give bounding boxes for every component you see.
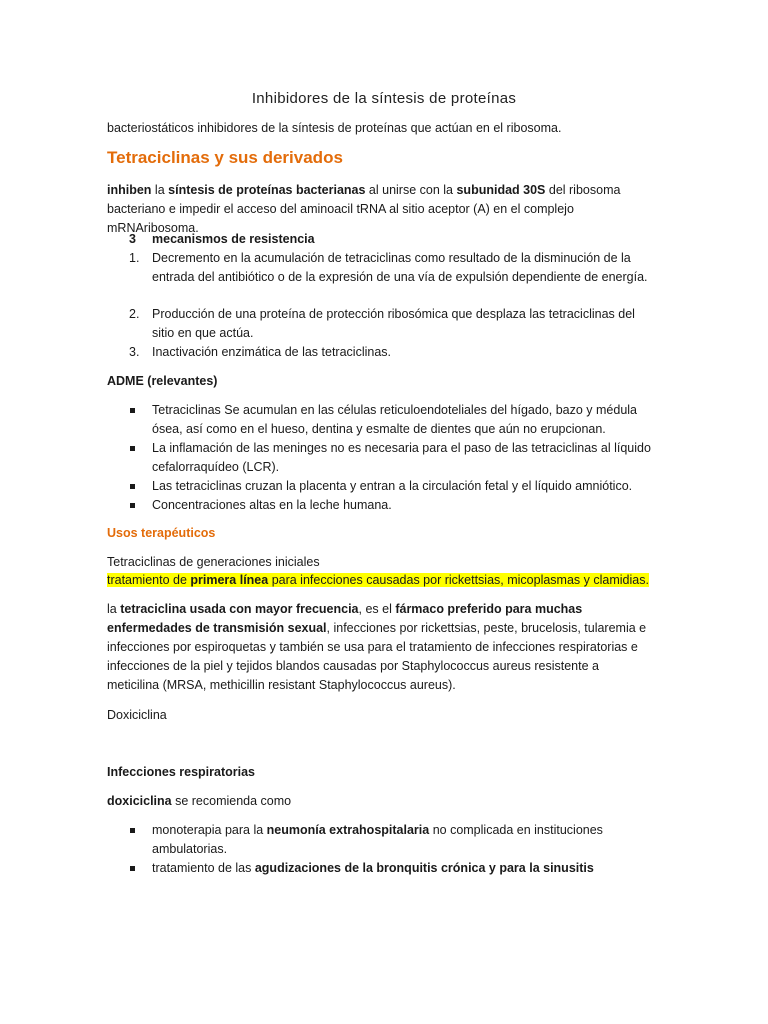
bold-text: neumonía extrahospitalaria — [266, 823, 430, 837]
list-text: Inactivación enzimática de las tetraciclinas. — [152, 345, 392, 359]
list-number: 1. — [129, 251, 140, 265]
doxiciclina-label: Doxiciclina — [107, 708, 167, 722]
list-text: Tetraciclinas Se acumulan en las células reticuloendoteliales del hígado, bazo y médula ósea, así como en el hueso, dentina y esmalte de dientes que aún no erupcionan. — [152, 403, 638, 436]
list-number: 2. — [129, 307, 140, 321]
list-item — [129, 821, 652, 859]
list-item — [129, 343, 652, 362]
square-bullet-icon — [130, 828, 135, 833]
text: tratamiento de — [107, 573, 191, 587]
square-bullet-icon — [130, 503, 135, 508]
respiratory-heading: Infecciones respiratorias — [107, 765, 255, 779]
resistance-label: mecanismos de resistencia — [152, 232, 315, 246]
adme-list — [129, 401, 652, 515]
bold-text: fármaco preferido para muchas enfermedades de transmisión sexual — [107, 602, 583, 635]
text: tratamiento de las — [152, 861, 255, 875]
bold-text: inhiben — [107, 183, 152, 197]
bold-text: primera línea — [190, 573, 269, 587]
list-item — [129, 305, 652, 343]
list-text: Producción de una proteína de protección ribosómica que desplaza las tetraciclinas del sitio en que actúa. — [152, 307, 635, 340]
list-item — [129, 439, 652, 477]
text: la — [151, 183, 169, 197]
list-item — [129, 496, 652, 515]
list-text: Decremento en la acumulación de tetraciclinas como resultado de la disminución de la entrada del antibiótico o de la expresión de una vía de expulsión dependiente de energía. — [152, 251, 648, 284]
heading-tetraciclinas: Tetraciclinas y sus derivados — [107, 148, 343, 167]
bold-text: síntesis de proteínas bacterianas — [168, 183, 366, 197]
text: la — [107, 602, 121, 616]
highlighted-text — [107, 573, 649, 587]
list-item — [129, 249, 652, 287]
recommend-line — [107, 792, 291, 811]
text: del ribosoma bacteriano e impedir el acceso del aminoacil tRNA al sitio aceptor (A) en el complejo mRNAribosoma. — [107, 183, 621, 235]
bold-text: agudizaciones de la bronquitis crónica y para la sinusitis — [254, 861, 594, 875]
text: monoterapia para la — [152, 823, 267, 837]
text: , es el — [358, 602, 396, 616]
bold-text: tetraciclina usada con mayor frecuencia — [120, 602, 359, 616]
first-line-treatment — [107, 571, 649, 590]
list-item — [129, 859, 652, 878]
text: al unirse con la — [365, 183, 457, 197]
list-text: Concentraciones altas en la leche humana. — [152, 498, 392, 512]
document-title: Inhibidores de la síntesis de proteínas — [251, 90, 517, 107]
resistance-list — [129, 249, 652, 287]
list-text: Las tetraciclinas cruzan la placenta y entran a la circulación fetal y el líquido amniótico. — [152, 479, 633, 493]
list-item — [129, 401, 652, 439]
bold-text: doxiciclina — [107, 794, 172, 808]
square-bullet-icon — [130, 408, 135, 413]
text: no complicada en instituciones ambulatorias. — [152, 823, 603, 856]
resistance-heading — [129, 230, 315, 249]
bold-text: subunidad 30S — [456, 183, 546, 197]
resistance-list — [129, 305, 652, 343]
intro-paragraph: bacteriostáticos inhibidores de la síntesis de proteínas que actúan en el ribosoma. — [107, 121, 562, 135]
generations-line: Tetraciclinas de generaciones iniciales — [107, 555, 320, 569]
square-bullet-icon — [130, 484, 135, 489]
square-bullet-icon — [130, 866, 135, 871]
text: , infecciones por rickettsias, peste, brucelosis, tularemia e infecciones por espiroquetas y también se usa para el tratamiento de infecciones respiratorias e infecciones de la piel y tejidos blandos causadas por Staphylococcus aureus resistente a meticilina (MRSA, methicillin resistant Staphylococcus aureus). — [107, 621, 647, 692]
heading-usos: Usos terapéuticos — [107, 526, 216, 540]
resistance-list — [129, 343, 652, 362]
frequency-paragraph — [107, 600, 652, 695]
resistance-count: 3 — [129, 232, 136, 246]
text: para infecciones causadas por rickettsias, micoplasmas y clamidias. — [268, 573, 649, 587]
list-number: 3. — [129, 345, 140, 359]
list-text: La inflamación de las meninges no es necesaria para el paso de las tetraciclinas al líquido cefalorraquídeo (LCR). — [152, 441, 651, 474]
text: se recomienda como — [171, 794, 292, 808]
square-bullet-icon — [130, 446, 135, 451]
adme-heading: ADME (relevantes) — [107, 374, 218, 388]
list-item — [129, 477, 652, 496]
respiratory-list — [129, 821, 652, 878]
